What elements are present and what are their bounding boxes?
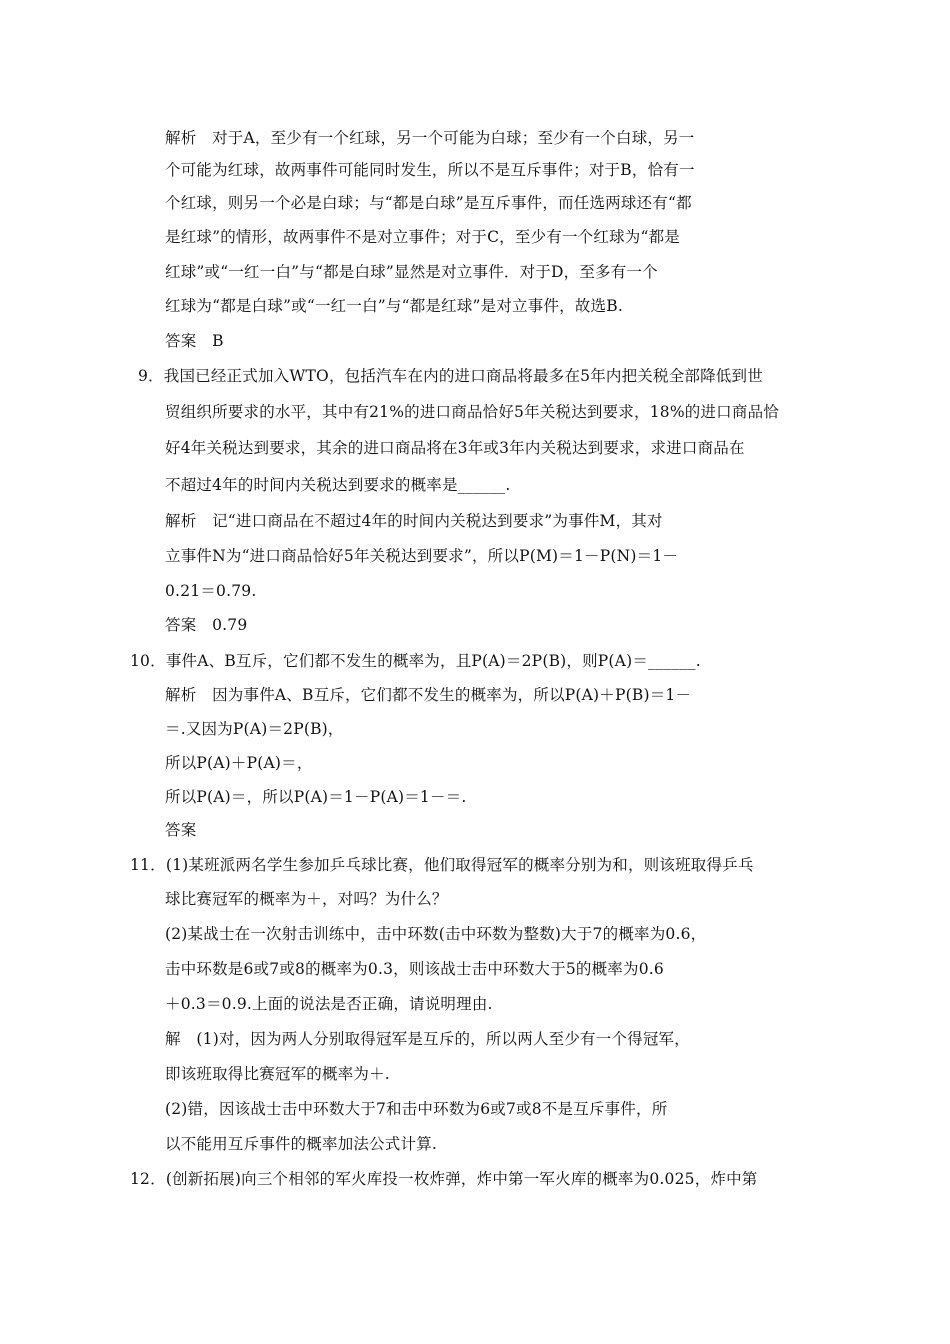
question-11-line-4: 击中环数是6或7或8的概率为0.3，则该战士击中环数大于5的概率为0.6 xyxy=(165,960,664,978)
solution-11-line-4: 以不能用互斥事件的概率加法公式计算. xyxy=(165,1135,438,1153)
solution-11-line-3: (2)错，因该战士击中环数大于7和击中环数为6或7或8不是互斥事件，所 xyxy=(165,1100,668,1118)
analysis-10-line-1: 解析 因为事件A、B互斥，它们都不发生的概率为，所以P(A)＋P(B)＝1－ xyxy=(165,686,692,704)
analysis-8-line-5: 红球”或“一红一白”与“都是白球”显然是对立事件．对于D，至多有一个 xyxy=(165,263,658,281)
analysis-10-line-2: ＝.又因为P(A)＝2P(B)， xyxy=(165,720,344,738)
question-11-line-3: (2)某战士在一次射击训练中，击中环数(击中环数为整数)大于7的概率为0.6， xyxy=(165,925,707,943)
analysis-8-line-4: 是红球”的情形，故两事件不是对立事件；对于C，至少有一个红球为“都是 xyxy=(165,228,681,246)
question-9-line-2: 贸组织所要求的水平，其中有21%的进口商品恰好5年关税达到要求，18%的进口商品恰 xyxy=(165,403,779,421)
question-11-line-1: 11．(1)某班派两名学生参加乒乓球比赛，他们取得冠军的概率分别为和，则该班取得乒乓 xyxy=(130,856,754,874)
solution-11-line-2: 即该班取得比赛冠军的概率为＋. xyxy=(165,1065,390,1083)
question-9-line-1: 9．我国已经正式加入WTO，包括汽车在内的进口商品将最多在5年内把关税全部降低到世 xyxy=(138,367,763,385)
analysis-9-line-2: 立事件N为“进口商品恰好5年关税达到要求”，所以P(M)＝1－P(N)＝1－ xyxy=(165,547,679,565)
solution-11-line-1: 解 (1)对，因为两人分别取得冠军是互斥的，所以两人至少有一个得冠军， xyxy=(165,1030,690,1048)
analysis-8-line-6: 红球为“都是白球”或“一红一白”与“都是红球”是对立事件，故选B. xyxy=(165,297,623,315)
question-11-line-5: ＋0.3＝0.9.上面的说法是否正确，请说明理由. xyxy=(165,995,493,1013)
question-11-line-2: 球比赛冠军的概率为＋，对吗？为什么？ xyxy=(165,890,448,908)
analysis-10-line-3: 所以P(A)＋P(A)＝， xyxy=(165,754,313,772)
question-10: 10．事件A、B互斥，它们都不发生的概率为，且P(A)＝2P(B)，则P(A)＝______. xyxy=(130,652,701,670)
answer-10: 答案 xyxy=(165,821,197,839)
analysis-10-line-4: 所以P(A)＝，所以P(A)＝1－P(A)＝1－＝. xyxy=(165,788,467,806)
analysis-8-line-3: 个红球，则另一个必是白球；与“都是白球”是互斥事件，而任选两球还有“都 xyxy=(165,194,692,212)
analysis-9-line-1: 解析 记“进口商品在不超过4年的时间内关税达到要求”为事件M，其对 xyxy=(165,512,663,530)
answer-8: 答案 B xyxy=(165,332,224,350)
question-9-line-3: 好4年关税达到要求，其余的进口商品将在3年或3年内关税达到要求，求进口商品在 xyxy=(165,439,745,457)
analysis-8-line-2: 个可能为红球，故两事件可能同时发生，所以不是互斥事件；对于B，恰有一 xyxy=(165,161,695,179)
question-9-line-4: 不超过4年的时间内关税达到要求的概率是______. xyxy=(165,476,511,494)
analysis-8-line-1: 解析 对于A，至少有一个红球，另一个可能为白球；至少有一个白球，另一 xyxy=(165,129,695,147)
analysis-9-line-3: 0.21＝0.79. xyxy=(165,582,257,600)
answer-9: 答案 0.79 xyxy=(165,616,248,634)
question-12-line-1: 12．(创新拓展)向三个相邻的军火库投一枚炸弹，炸中第一军火库的概率为0.025，炸中第 xyxy=(130,1170,758,1188)
